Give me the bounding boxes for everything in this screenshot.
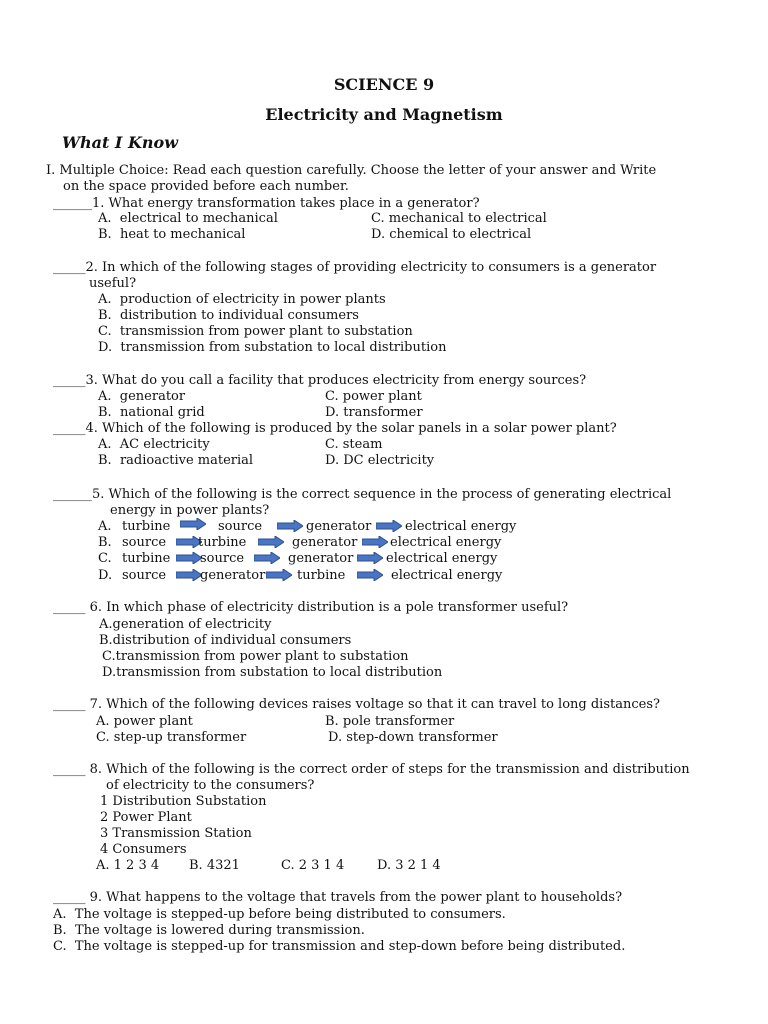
q5-row-d-step-4: electrical energy	[391, 568, 503, 583]
q3-choice-a: A. generator	[98, 389, 186, 404]
arrow-right-icon	[176, 569, 202, 581]
section-heading: What I Know	[62, 133, 178, 152]
q8-stem-line-1: _____ 8. Which of the following is the correct order of steps for the transmission and distribution	[53, 762, 690, 777]
page-title: SCIENCE 9	[333, 75, 435, 94]
q5-row-d-step-1: source	[122, 568, 167, 583]
arrow-right-icon	[180, 518, 206, 530]
arrow-right-icon	[357, 569, 383, 581]
arrow-right-icon	[258, 536, 284, 548]
q5-row-d-letter: D.	[98, 568, 113, 583]
page-subtitle: Electricity and Magnetism	[265, 105, 503, 124]
q5-row-d-step-3: turbine	[297, 568, 346, 583]
q3-stem: _____3. What do you call a facility that produces electricity from energy sources?	[53, 373, 587, 388]
q3-choice-b: B. national grid	[98, 405, 205, 420]
q5-row-c-step-2: source	[200, 551, 245, 566]
q5-row-b-letter: B.	[98, 535, 112, 550]
q7-choice-b: B. pole transformer	[325, 714, 455, 729]
q4-choice-b: B. radioactive material	[98, 453, 254, 468]
instructions-line-1: I. Multiple Choice: Read each question carefully. Choose the letter of your answer and Write	[46, 163, 657, 178]
q3-choice-d: D. transformer	[325, 405, 423, 420]
arrow-right-icon	[277, 520, 303, 532]
q6-choice-c: C.transmission from power plant to substation	[102, 649, 409, 664]
q2-choice-a: A. production of electricity in power plants	[98, 292, 386, 307]
arrow-right-icon	[254, 552, 280, 564]
q9-choice-c: C. The voltage is stepped-up for transmission and step-down before being distributed.	[53, 939, 626, 954]
arrow-right-icon	[176, 552, 202, 564]
q5-row-d-step-2: generator	[200, 568, 266, 583]
q8-item-4: 4 Consumers	[100, 842, 187, 857]
q7-choice-c: C. step-up transformer	[96, 730, 247, 745]
arrow-right-icon	[376, 520, 402, 532]
q6-stem: _____ 6. In which phase of electricity distribution is a pole transformer useful?	[53, 600, 569, 615]
q1-choice-c: C. mechanical to electrical	[371, 211, 547, 226]
q5-row-c-letter: C.	[98, 551, 112, 566]
q4-choice-c: C. steam	[325, 437, 383, 452]
instructions-line-2: on the space provided before each number.	[63, 179, 349, 194]
q6-choice-a: A.generation of electricity	[99, 617, 272, 632]
q5-row-b-step-3: generator	[292, 535, 358, 550]
q5-row-b-step-4: electrical energy	[390, 535, 502, 550]
q5-row-c-step-1: turbine	[122, 551, 171, 566]
arrow-right-icon	[357, 552, 383, 564]
q8-stem-line-2: of electricity to the consumers?	[106, 778, 315, 793]
q5-row-c-step-3: generator	[288, 551, 354, 566]
q8-choice-c: C. 2 3 1 4	[281, 858, 345, 873]
q1-choice-d: D. chemical to electrical	[371, 227, 532, 242]
arrow-right-icon	[266, 569, 292, 581]
q4-stem: _____4. Which of the following is produced by the solar panels in a solar power plant?	[53, 421, 617, 436]
q1-choice-a: A. electrical to mechanical	[98, 211, 278, 226]
q2-stem-line-1: _____2. In which of the following stages of providing electricity to consumers is a generator	[53, 260, 657, 275]
q4-choice-a: A. AC electricity	[98, 437, 210, 452]
q5-stem-line-2: energy in power plants?	[110, 503, 270, 518]
q8-item-1: 1 Distribution Substation	[100, 794, 267, 809]
q6-choice-d: D.transmission from substation to local distribution	[102, 665, 443, 680]
q5-row-a-step-2: source	[218, 519, 263, 534]
q5-row-a-step-4: electrical energy	[405, 519, 517, 534]
q2-choice-d: D. transmission from substation to local distribution	[98, 340, 447, 355]
q2-choice-b: B. distribution to individual consumers	[98, 308, 359, 323]
q7-choice-d: D. step-down transformer	[328, 730, 498, 745]
q8-item-2: 2 Power Plant	[100, 810, 192, 825]
q5-row-a-step-1: turbine	[122, 519, 171, 534]
q4-choice-d: D. DC electricity	[325, 453, 435, 468]
q7-choice-a: A. power plant	[96, 714, 193, 729]
q7-stem: _____ 7. Which of the following devices raises voltage so that it can travel to long distances?	[53, 697, 660, 712]
q2-stem-line-2: useful?	[89, 276, 137, 291]
q2-choice-c: C. transmission from power plant to substation	[98, 324, 413, 339]
q8-choice-d: D. 3 2 1 4	[377, 858, 441, 873]
q5-row-c-step-4: electrical energy	[386, 551, 498, 566]
q5-stem-line-1: ______5. Which of the following is the correct sequence in the process of generating electrical	[53, 487, 672, 502]
q8-choice-b: B. 4321	[189, 858, 240, 873]
q5-row-b-step-2: turbine	[198, 535, 247, 550]
q1-stem: ______1. What energy transformation takes place in a generator?	[53, 196, 480, 211]
q5-row-b-step-1: source	[122, 535, 167, 550]
q5-row-a-letter: A.	[98, 519, 112, 534]
q8-item-3: 3 Transmission Station	[100, 826, 252, 841]
arrow-right-icon	[362, 536, 388, 548]
q6-choice-b: B.distribution of individual consumers	[99, 633, 352, 648]
q9-stem: _____ 9. What happens to the voltage that travels from the power plant to households?	[53, 890, 623, 905]
q1-choice-b: B. heat to mechanical	[98, 227, 246, 242]
q8-choice-a: A. 1 2 3 4	[96, 858, 160, 873]
q9-choice-b: B. The voltage is lowered during transmission.	[53, 923, 365, 938]
q3-choice-c: C. power plant	[325, 389, 422, 404]
q5-row-a-step-3: generator	[306, 519, 372, 534]
q9-choice-a: A. The voltage is stepped-up before being distributed to consumers.	[53, 907, 506, 922]
